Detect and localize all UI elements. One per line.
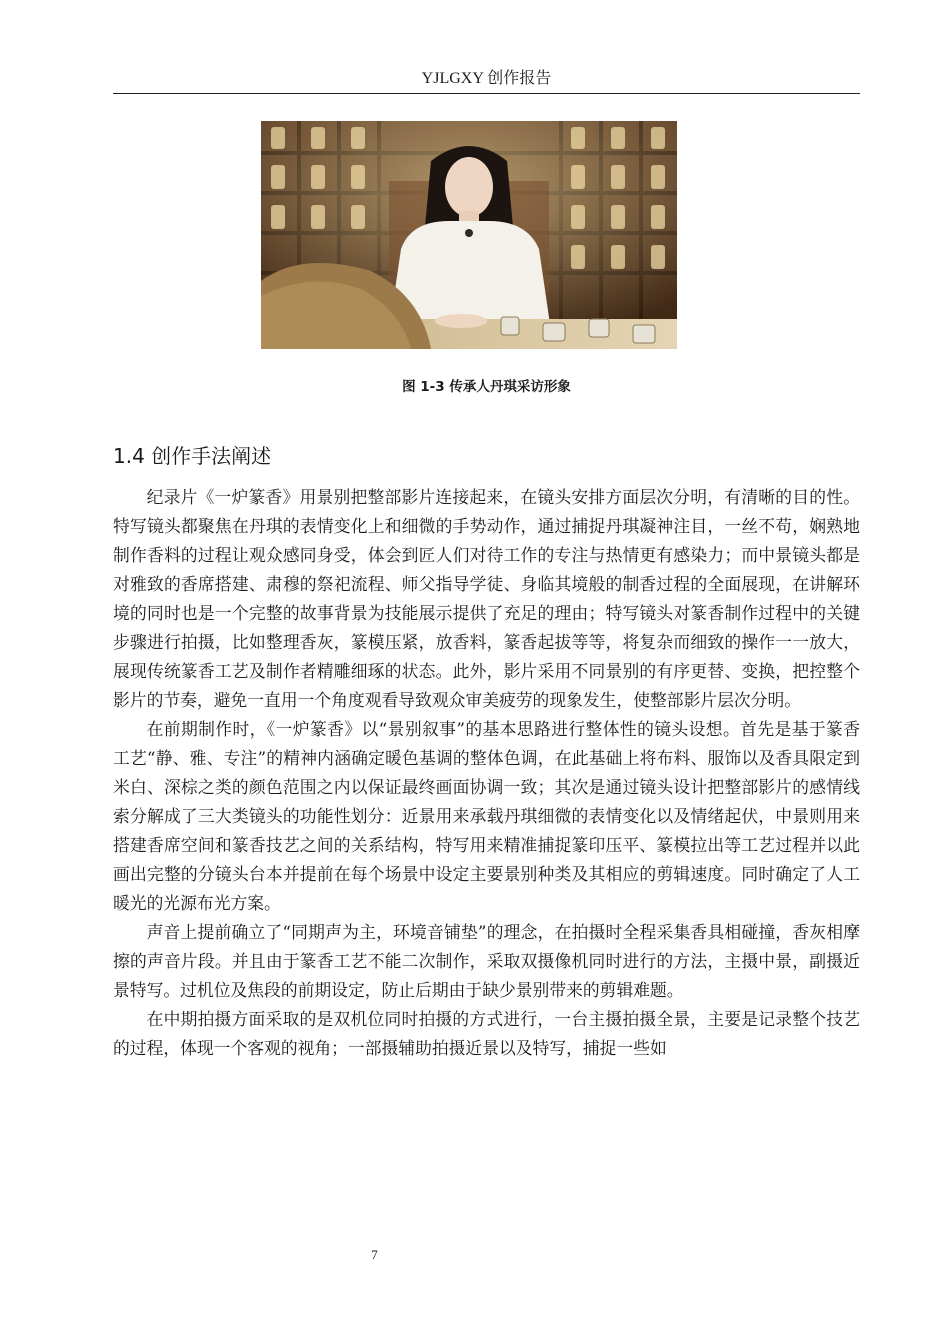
- section-body: [113, 483, 860, 1063]
- section-title: 1.4 创作手法阐述: [113, 444, 272, 468]
- paragraph: 声音上提前确立了“同期声为主，环境音铺垫”的理念，在拍摄时全程采集香具相碰撞，香灰相摩擦的声音片段。并且由于篆香工艺不能二次制作，采取双摄像机同时进行的方法，主摄中景，副摄近景特写。过机位及焦段的前期设定，防止后期由于缺少景别带来的剪辑难题。: [113, 922, 860, 1000]
- page-number: 7: [371, 1247, 378, 1262]
- paragraph: 在中期拍摄方面采取的是双机位同时拍摄的方式进行，一台主摄拍摄全景，主要是记录整个技艺的过程，体现一个客观的视角；一部摄辅助拍摄近景以及特写，捕捉一些如: [113, 1009, 860, 1058]
- interview-photo: [261, 121, 677, 349]
- header-rule: [113, 93, 860, 94]
- figure-caption: 图 1-3 传承人丹琪采访形象: [402, 379, 571, 395]
- running-header: YJLGXY 创作报告: [421, 70, 552, 87]
- paragraph: 在前期制作时，《一炉篆香》以“景别叙事”的基本思路进行整体性的镜头设想。首先是基于篆香工艺“静、雅、专注”的精神内涵确定暖色基调的整体色调，在此基础上将布料、服饰以及香具限定到米白、深棕之类的颜色范围之内以保证最终画面协调一致；其次是通过镜头设计把整部影片的感情线索分解成了三大类镜头的功能性划分：近景用来承载丹琪细微的表情变化以及情绪起伏，中景则用来搭建香席空间和篆香技艺之间的关系结构，特写用来精准捕捉篆印压平、篆模拉出等工艺过程并以此画出完整的分镜头台本并提前在每个场景中设定主要景别种类及其相应的剪辑速度。同时确定了人工暖光的光源布光方案。: [113, 719, 860, 913]
- paragraph: 纪录片《一炉篆香》用景别把整部影片连接起来，在镜头安排方面层次分明，有清晰的目的性。特写镜头都聚焦在丹琪的表情变化上和细微的手势动作，通过捕捉丹琪凝神注目，一丝不苟，娴熟地制作香料的过程让观众感同身受，体会到匠人们对待工作的专注与热情更有感染力；而中景镜头都是对雅致的香席搭建、肃穆的祭祀流程、师父指导学徒、身临其境般的制香过程的全面展现，在讲解环境的同时也是一个完整的故事背景为技能展示提供了充足的理由；特写镜头对篆香制作过程中的关键步骤进行拍摄，比如整理香灰，篆模压紧，放香料，篆香起拔等等，将复杂而细致的操作一一放大，展现传统篆香工艺及制作者精雕细琢的状态。此外，影片采用不同景别的有序更替、变换，把控整个影片的节奏，避免一直用一个角度观看导致观众审美疲劳的现象发生，使整部影片层次分明。: [113, 487, 860, 710]
